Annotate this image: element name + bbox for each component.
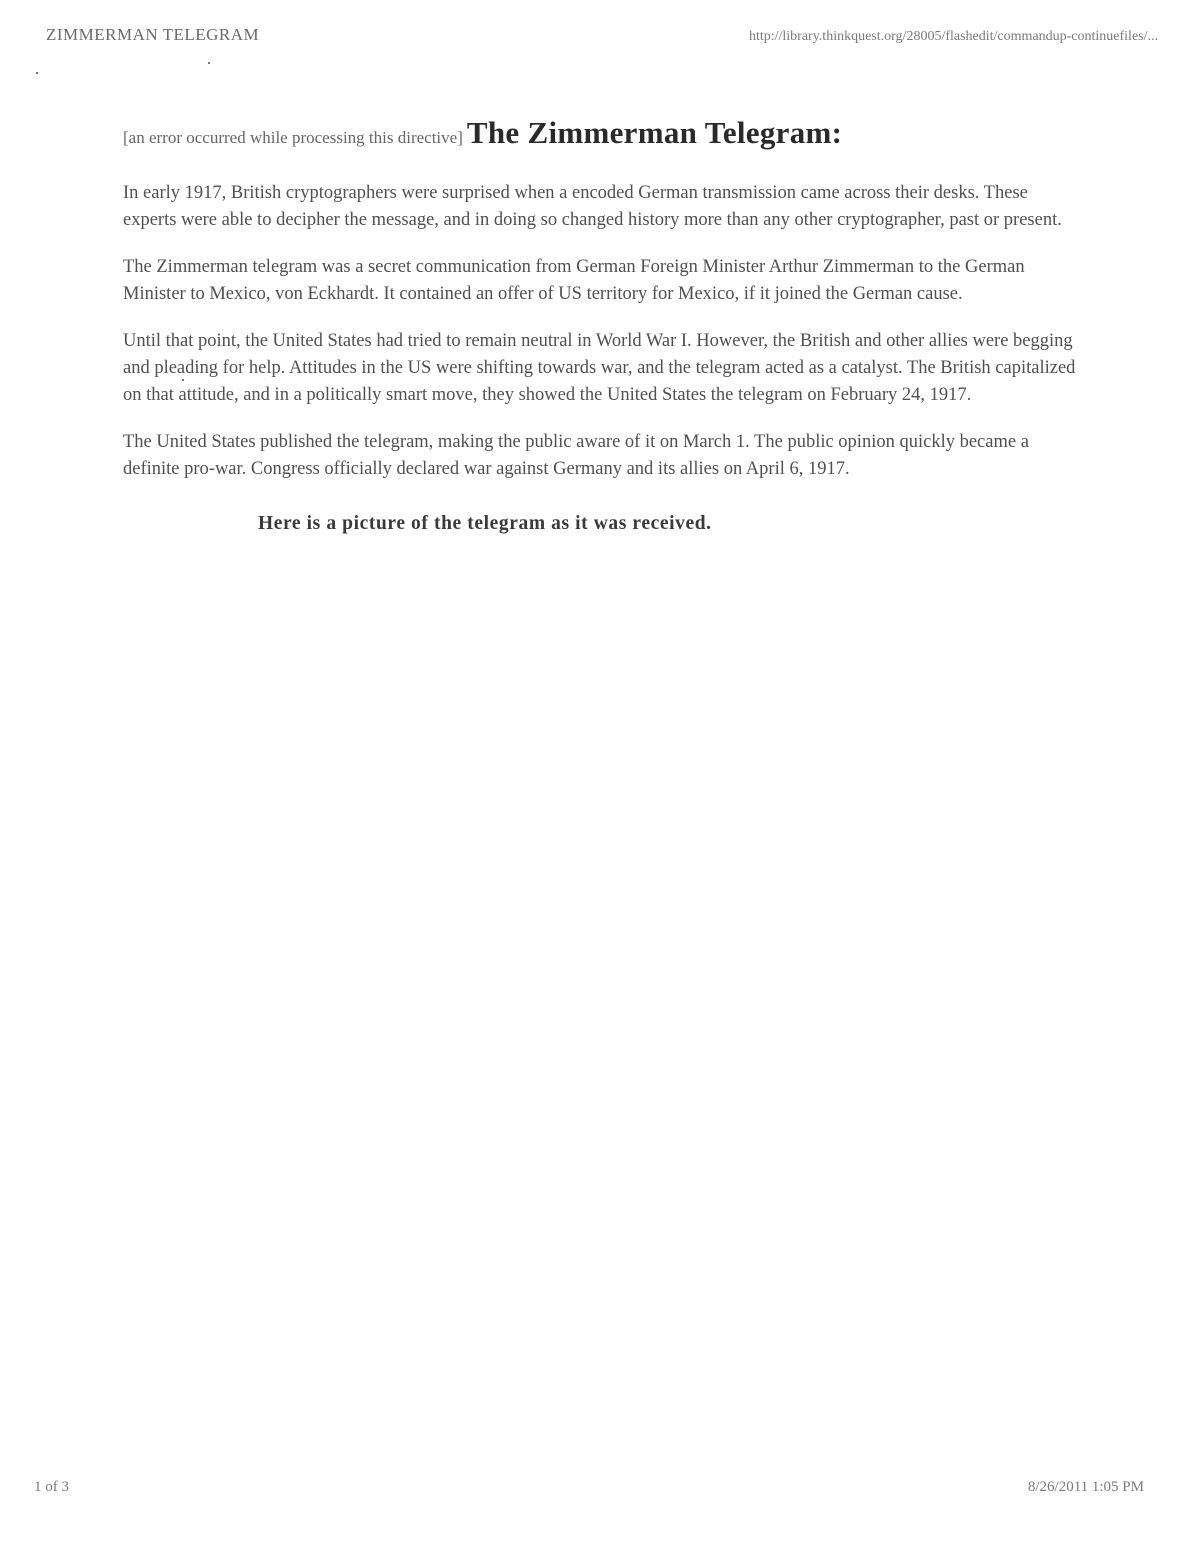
document-header-title: ZIMMERMAN TELEGRAM — [46, 25, 260, 44]
paragraph-war-declared: The United States published the telegram, making the public aware of it on March 1. The public opinion quickly became a definite pro-war. Congress officially declared war against Germany and its allies on April 6, 1917. — [123, 432, 1029, 479]
telegram-picture-caption: Here is a picture of the telegram as it was received. — [258, 513, 712, 534]
page-count: 1 of 3 — [34, 1479, 69, 1495]
directive-error-note: [an error occurred while processing this directive] — [123, 128, 463, 147]
title-row — [123, 112, 1083, 160]
scan-speck — [36, 72, 38, 74]
article-body — [123, 112, 1083, 535]
print-timestamp: 8/26/2011 1:05 PM — [1027, 1479, 1144, 1495]
scan-speck — [208, 62, 210, 64]
paragraph-neutrality: Until that point, the United States had tried to remain neutral in World War I. However, the British and other allies were begging and pleading for help. Attitudes in the US were shifting towards war, and the telegram acted as a catalyst. The British capitalized on that attitude, and in a politically smart move, they showed the United States the telegram on February 24, 1917. — [123, 331, 1076, 405]
paragraph-intro: In early 1917, British cryptographers were surprised when a encoded German transmission came across their desks. These experts were able to decipher the message, and in doing so changed history more than any other cryptographer, past or present. — [123, 183, 1062, 230]
paragraph-telegram: The Zimmerman telegram was a secret communication from German Foreign Minister Arthur Zimmerman to the German Minister to Mexico, von Eckhardt. It contained an offer of US territory for Mexico, if it joined the German cause. — [123, 257, 1025, 304]
source-url: http://library.thinkquest.org/28005/flashedit/commandup-continuefiles/... — [748, 29, 1158, 44]
page-title: The Zimmerman Telegram: — [466, 115, 843, 150]
